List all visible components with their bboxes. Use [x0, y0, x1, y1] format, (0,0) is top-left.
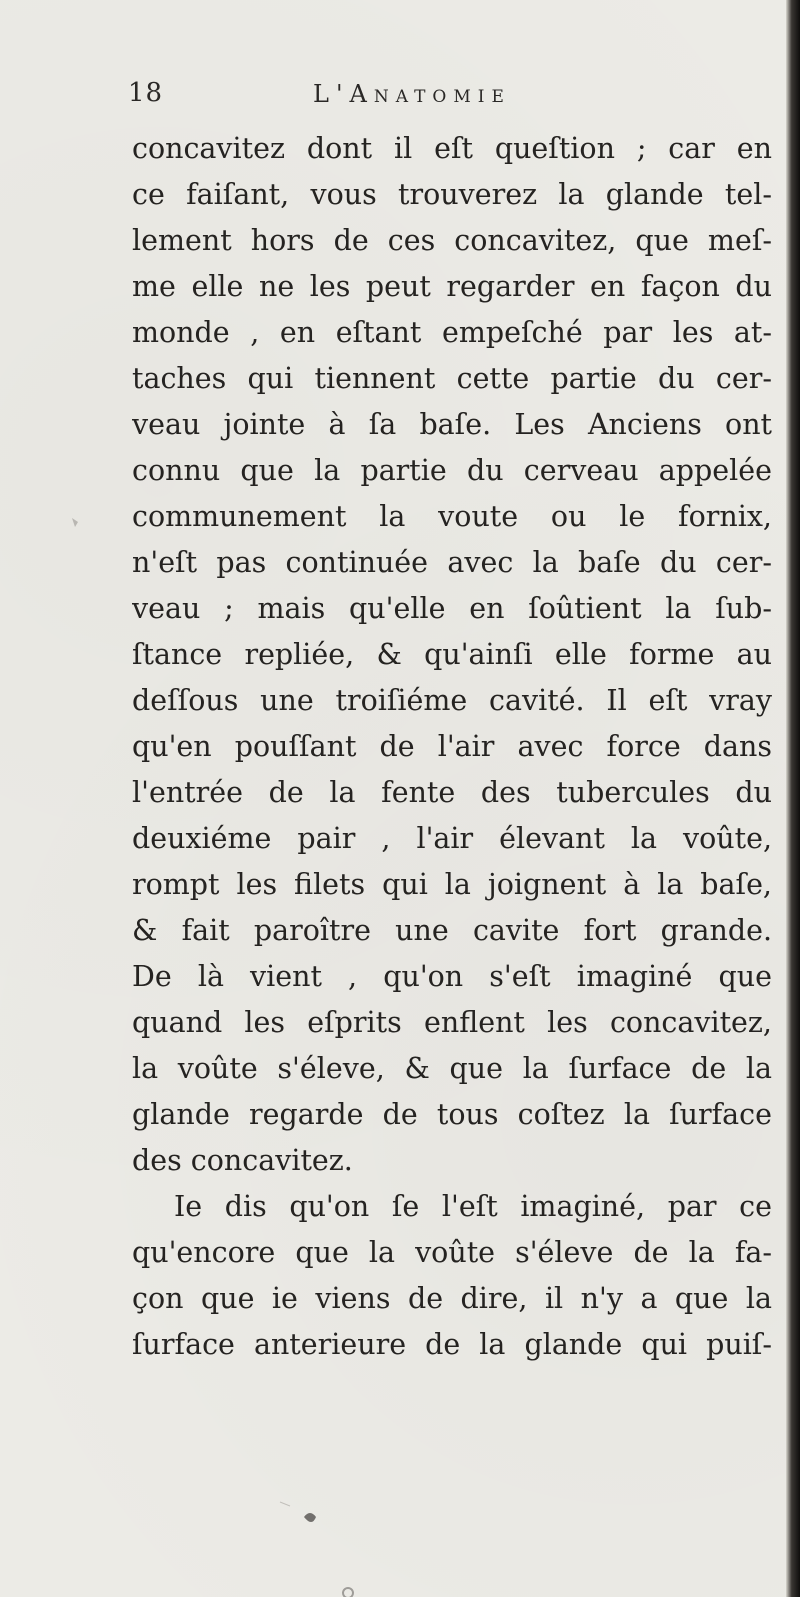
text-line: lement hors de ces concavitez, que meſ- — [132, 224, 772, 257]
text-line: ſtance repliée, & qu'ainſi elle forme au — [132, 638, 772, 671]
text-line: & fait paroître une cavite fort grande. — [132, 914, 772, 947]
text-line: deuxiéme pair , l'air élevant la voûte, — [132, 822, 772, 855]
text-line: çon que ie viens de dire, il n'y a que la — [132, 1282, 772, 1315]
text-line: De là vient , qu'on s'eſt imaginé que — [132, 960, 772, 993]
paragraph-start-line: Ie dis qu'on ſe l'eſt imaginé, par ce — [174, 1190, 772, 1223]
text-line: me elle ne les peut regarder en façon du — [132, 270, 772, 303]
text-line: des concavitez. — [132, 1144, 353, 1177]
page-edge-shadow — [786, 0, 800, 1597]
text-line: qu'en pouſſant de l'air avec force dans — [132, 730, 772, 763]
text-line: ce faiſant, vous trouverez la glande tel- — [132, 178, 772, 211]
text-line: quand les eſprits enflent les concavitez, — [132, 1006, 772, 1039]
text-line: ſurface anterieure de la glande qui puiſ- — [132, 1328, 772, 1361]
running-head: L'Anatomie — [313, 80, 511, 108]
text-line: deſſous une troiſiéme cavité. Il eſt vray — [132, 684, 772, 717]
page-header — [128, 78, 608, 114]
text-line: communement la voute ou le fornix, — [132, 500, 772, 533]
text-line: qu'encore que la voûte s'éleve de la fa- — [132, 1236, 772, 1269]
text-line: n'eſt pas continuée avec la baſe du cer- — [132, 546, 772, 579]
text-line: connu que la partie du cerveau appelée — [132, 454, 772, 487]
text-line: veau ; mais qu'elle en ſoûtient la ſub- — [132, 592, 772, 625]
text-line: la voûte s'éleve, & que la ſurface de la — [132, 1052, 772, 1085]
text-line: veau jointe à ſa baſe. Les Anciens ont — [132, 408, 772, 441]
text-line: rompt les filets qui la joignent à la baſe, — [132, 868, 772, 901]
body-text — [132, 126, 772, 1368]
text-line: monde , en eſtant empeſché par les at- — [132, 316, 772, 349]
text-line: glande regarde de tous coſtez la ſurface — [132, 1098, 772, 1131]
text-line: concavitez dont il eſt queſtion ; car en — [132, 132, 772, 165]
text-line: taches qui tiennent cette partie du cer- — [132, 362, 772, 395]
text-line: l'entrée de la fente des tubercules du — [132, 776, 772, 809]
page-number: 18 — [128, 78, 164, 108]
